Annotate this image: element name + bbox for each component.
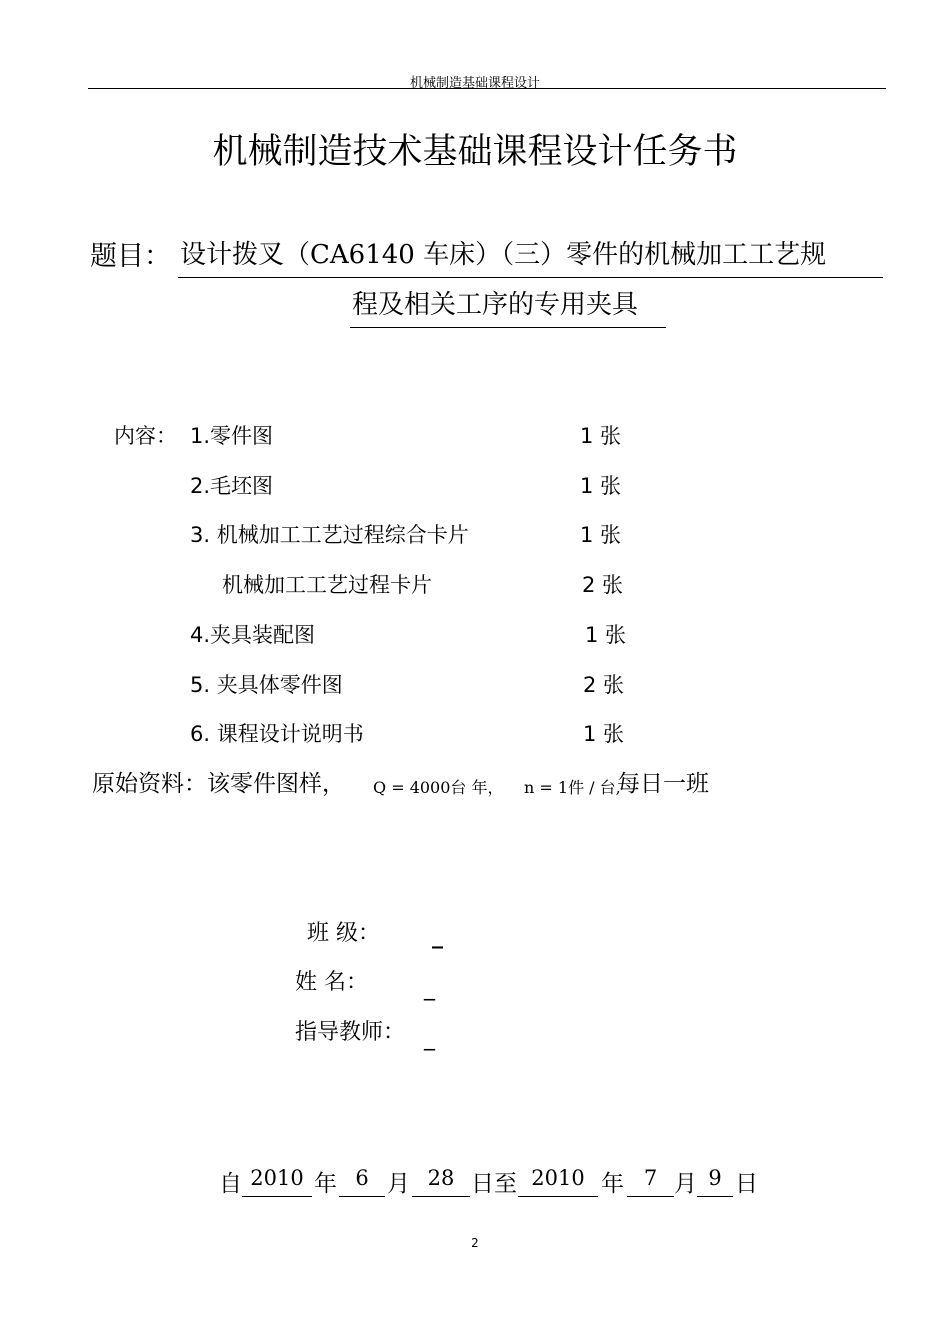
content-item-count: 1 张	[580, 523, 622, 547]
class-label: 班 级：	[307, 921, 380, 946]
contents-label: 内容：	[114, 424, 177, 448]
teacher-label: 指导教师：	[295, 1020, 406, 1045]
topic-label: 题目：	[90, 241, 171, 272]
parts-per-unit-formula: n = 1件 / 台,	[524, 778, 621, 797]
topic-line-1: 设计拨叉（CA6140 车床）（三）零件的机械加工工艺规	[180, 240, 827, 270]
shift-info: 每日一班	[617, 771, 709, 797]
content-item-text: 6. 课程设计说明书	[190, 722, 364, 746]
start-day-underline	[412, 1196, 470, 1197]
end-month-underline	[627, 1196, 674, 1197]
content-item-count: 1 张	[580, 424, 622, 448]
annual-output-formula: Q = 4000台 年，	[373, 778, 504, 797]
start-year-underline	[242, 1196, 312, 1197]
date-to-label: 日至	[471, 1171, 517, 1197]
content-item-count: 1 张	[580, 474, 622, 498]
name-field[interactable]: _	[424, 976, 435, 1001]
end-year-underline	[518, 1196, 598, 1197]
content-item-text: 5. 夹具体零件图	[190, 673, 343, 697]
raw-data-label: 原始资料：该零件图样，	[92, 771, 345, 797]
content-item-count: 1 张	[585, 623, 627, 647]
month-label: 月	[674, 1171, 697, 1197]
end-year: 2010	[531, 1166, 585, 1190]
end-day-underline	[697, 1196, 733, 1197]
content-item-text: 4.夹具装配图	[190, 623, 316, 647]
day-label: 日	[735, 1171, 758, 1197]
topic-line-2: 程及相关工序的专用夹具	[352, 290, 639, 320]
content-item-text: 2.毛坯图	[190, 474, 274, 498]
year-label: 年	[314, 1171, 337, 1197]
year-label: 年	[601, 1171, 624, 1197]
start-month: 6	[355, 1166, 369, 1190]
teacher-field[interactable]: _	[424, 1026, 435, 1051]
name-label: 姓 名：	[295, 970, 368, 995]
topic-underline-2	[350, 327, 666, 328]
class-field[interactable]: _	[432, 924, 443, 949]
content-item-count: 1 张	[583, 722, 625, 746]
start-day: 28	[427, 1166, 455, 1190]
start-month-underline	[339, 1196, 385, 1197]
end-day: 9	[708, 1166, 722, 1190]
content-item-count: 2 张	[582, 573, 624, 597]
month-label: 月	[387, 1171, 410, 1197]
start-year: 2010	[250, 1166, 304, 1190]
header-rule	[88, 88, 886, 89]
content-item-text: 1.零件图	[190, 424, 274, 448]
document-title: 机械制造技术基础课程设计任务书	[212, 132, 738, 172]
content-item-text: 机械加工工艺过程卡片	[222, 573, 432, 597]
running-header: 机械制造基础课程设计	[409, 76, 540, 91]
content-item-text: 3. 机械加工工艺过程综合卡片	[190, 523, 469, 547]
date-from-label: 自	[219, 1171, 242, 1197]
end-month: 7	[643, 1166, 658, 1190]
page-number: 2	[471, 1236, 479, 1250]
topic-underline-1	[178, 277, 883, 278]
content-item-count: 2 张	[583, 673, 625, 697]
